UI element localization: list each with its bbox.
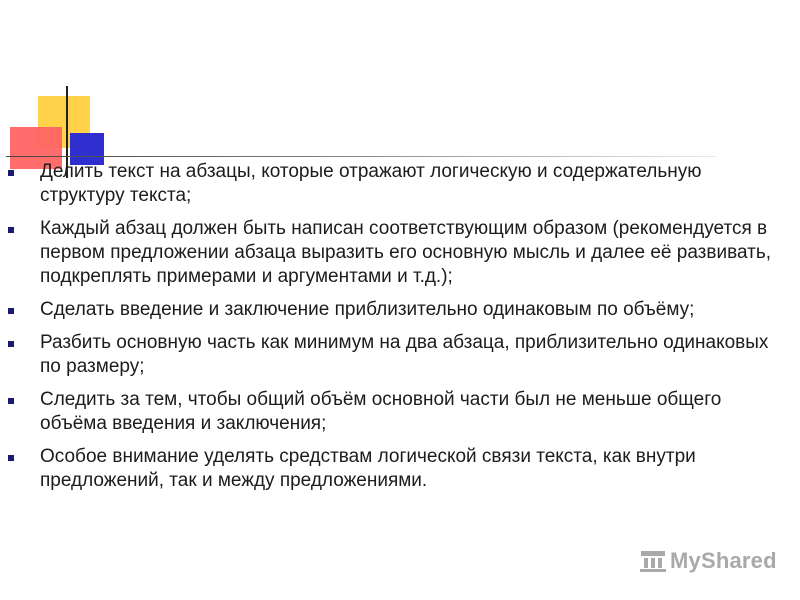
bullet-marker-icon [8, 455, 14, 461]
title-divider-line [6, 156, 716, 157]
bullet-text: Делить текст на абзацы, которые отражают логическую и содержательную структуру текста; [40, 161, 702, 206]
podium-icon [640, 549, 666, 573]
watermark-text: MyShared [670, 548, 777, 573]
bullet-item-5 [0, 388, 800, 436]
bullet-text: Разбить основную часть как минимум на два абзаца, приблизительно одинаковых по размеру; [40, 332, 769, 377]
bullet-marker-icon [8, 227, 14, 233]
bullet-item-3 [0, 298, 800, 322]
bullet-list [0, 160, 800, 502]
bullet-item-1 [0, 160, 800, 208]
bullet-marker-icon [8, 170, 14, 176]
bullet-text: Особое внимание уделять средствам логической связи текста, как внутри предложений, так и между предложениями. [40, 446, 696, 491]
bullet-text: Сделать введение и заключение приблизительно одинаковым по объёму; [40, 299, 695, 320]
bullet-text: Каждый абзац должен быть написан соответствующим образом (рекомендуется в первом предложении абзаца выразить его основную мысль и далее её развивать, подкреплять примерами и аргументами и т.д.); [40, 218, 771, 287]
bullet-marker-icon [8, 398, 14, 404]
bullet-item-2 [0, 217, 800, 289]
bullet-text: Следить за тем, чтобы общий объём основной части был не меньше общего объёма введения и заключения; [40, 389, 722, 434]
myshared-watermark [640, 546, 777, 576]
bullet-item-6 [0, 445, 800, 493]
bullet-marker-icon [8, 341, 14, 347]
bullet-marker-icon [8, 308, 14, 314]
bullet-item-4 [0, 331, 800, 379]
